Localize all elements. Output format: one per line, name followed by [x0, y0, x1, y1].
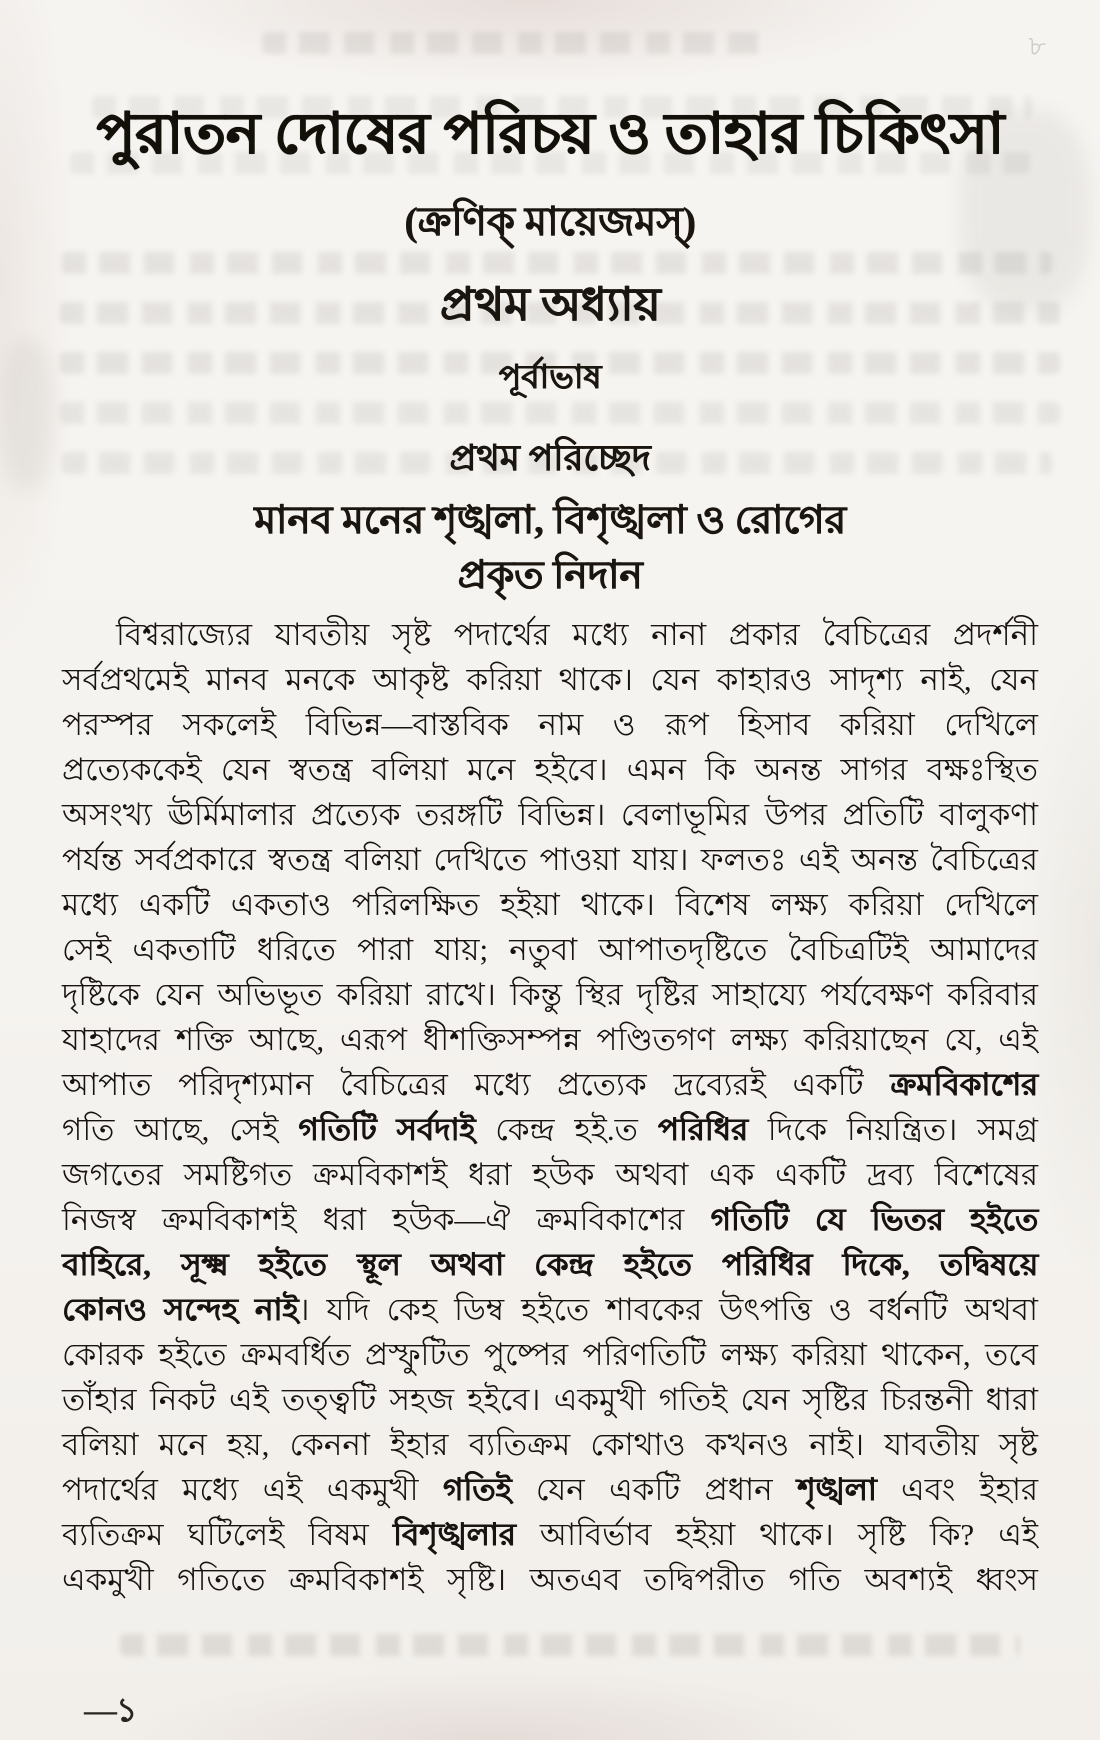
- chapter-subtitle: (ক্রণিক্ মায়েজমস্): [404, 199, 696, 244]
- body-line: নিজস্ব ক্রমবিকাশই ধরা হউক—ঐ ক্রমবিকাশের গতিটি যে ভিতর হইতে: [62, 1202, 1038, 1237]
- section-title-line-2: প্রকৃত নিদান: [457, 554, 643, 597]
- body-line: গতি আছে, সেই গতিটি সর্বদাই কেন্দ্র হই.ত পরিধির দিকে নিয়ন্ত্রিত। সমগ্র: [62, 1112, 1039, 1147]
- body-line: প্রত্যেককেই যেন স্বতন্ত্র বলিয়া মনে হইবে। এমন কি অনন্ত সাগর বক্ষঃস্থিত: [62, 752, 1038, 787]
- signature-mark: —১: [84, 1693, 137, 1729]
- body-line: বিশ্বরাজ্যের যাবতীয় সৃষ্ট পদার্থের মধ্যে নানা প্রকার বৈচিত্রের প্রদর্শনী: [116, 617, 1038, 652]
- body-line: ব্যতিক্রম ঘটিলেই বিষম বিশৃঙ্খলার আবির্ভাব হইয়া থাকে। সৃষ্টি কি? এই: [62, 1517, 1038, 1552]
- body-line: অসংখ্য ঊর্মিমালার প্রত্যেক তরঙ্গটি বিভিন্ন। বেলাভূমির উপর প্রতিটি বালুকণা: [62, 797, 1038, 832]
- body-line: তাঁহার নিকট এই তত্ত্বটি সহজ হইবে। একমুখী গতিই যেন সৃষ্টির চিরন্তনী ধারা: [62, 1382, 1038, 1417]
- body-line: একমুখী গতিতে ক্রমবিকাশই সৃষ্টি। অতএব তদ্বিপরীত গতি অবশ্যই ধ্বংস: [62, 1562, 1038, 1597]
- chapter-heading: প্রথম অধ্যায়: [439, 279, 661, 330]
- body-line: বাহিরে, সূক্ষ্ম হইতে স্থূল অথবা কেন্দ্র হইতে পরিধির দিকে, তদ্বিষয়ে: [62, 1247, 1038, 1282]
- body-paragraph: [62, 612, 1038, 1602]
- foreword-heading: পূর্বাভাষ: [498, 360, 602, 396]
- body-line: সর্বপ্রথমেই মানব মনকে আকৃষ্ট করিয়া থাকে। যেন কাহারও সাদৃশ্য নাই, যেন: [62, 662, 1038, 697]
- book-chapter-title: পুরাতন দোষের পরিচয় ও তাহার চিকিৎসা: [96, 103, 1004, 166]
- body-line: আপাত পরিদৃশ্যমান বৈচিত্রের মধ্যে প্রত্যেক দ্রব্যেরই একটি ক্রমবিকাশের: [62, 1067, 1038, 1102]
- body-line: কোনও সন্দেহ নাই। যদি কেহ ডিম্ব হইতে শাবকের উৎপত্তি ও বর্ধনটি অথবা: [62, 1292, 1038, 1327]
- body-line: পরস্পর সকলেই বিভিন্ন—বাস্তবিক নাম ও রূপ হিসাব করিয়া দেখিলে: [62, 707, 1038, 742]
- body-line: দৃষ্টিকে যেন অভিভূত করিয়া রাখে। কিন্তু স্থির দৃষ্টির সাহায্যে পর্যবেক্ষণ করিবার: [62, 977, 1038, 1012]
- page-number: ৮: [1028, 31, 1046, 61]
- body-line: কোরক হইতে ক্রমবর্ধিত প্রস্ফুটিত পুষ্পের পরিণতিটি লক্ষ্য করিয়া থাকেন, তবে: [62, 1337, 1038, 1372]
- body-line: জগতের সমষ্টিগত ক্রমবিকাশই ধরা হউক অথবা এক একটি দ্রব্য বিশেষের: [62, 1157, 1038, 1192]
- body-line: বলিয়া মনে হয়, কেননা ইহার ব্যতিক্রম কোথাও কখনও নাই। যাবতীয় সৃষ্ট: [62, 1427, 1038, 1462]
- body-line: সেই একতাটি ধরিতে পারা যায়; নতুবা আপাতদৃষ্টিতে বৈচিত্রটিই আমাদের: [62, 932, 1038, 967]
- section-title-line-1: মানব মনের শৃঙ্খলা, বিশৃঙ্খলা ও রোগের: [254, 499, 846, 542]
- section-heading: প্রথম পরিচ্ছেদ: [449, 438, 651, 478]
- body-line: পদার্থের মধ্যে এই একমুখী গতিই যেন একটি প্রধান শৃঙ্খলা এবং ইহার: [62, 1472, 1039, 1507]
- body-line: যাহাদের শক্তি আছে, এরূপ ধীশক্তিসম্পন্ন পণ্ডিতগণ লক্ষ্য করিয়াছেন যে, এই: [62, 1022, 1038, 1057]
- body-line: পর্যন্ত সর্বপ্রকারে স্বতন্ত্র বলিয়া দেখিতে পাওয়া যায়। ফলতঃ এই অনন্ত বৈচিত্রের: [62, 842, 1038, 877]
- body-line: মধ্যে একটি একতাও পরিলক্ষিত হইয়া থাকে। বিশেষ লক্ষ্য করিয়া দেখিলে: [62, 887, 1038, 922]
